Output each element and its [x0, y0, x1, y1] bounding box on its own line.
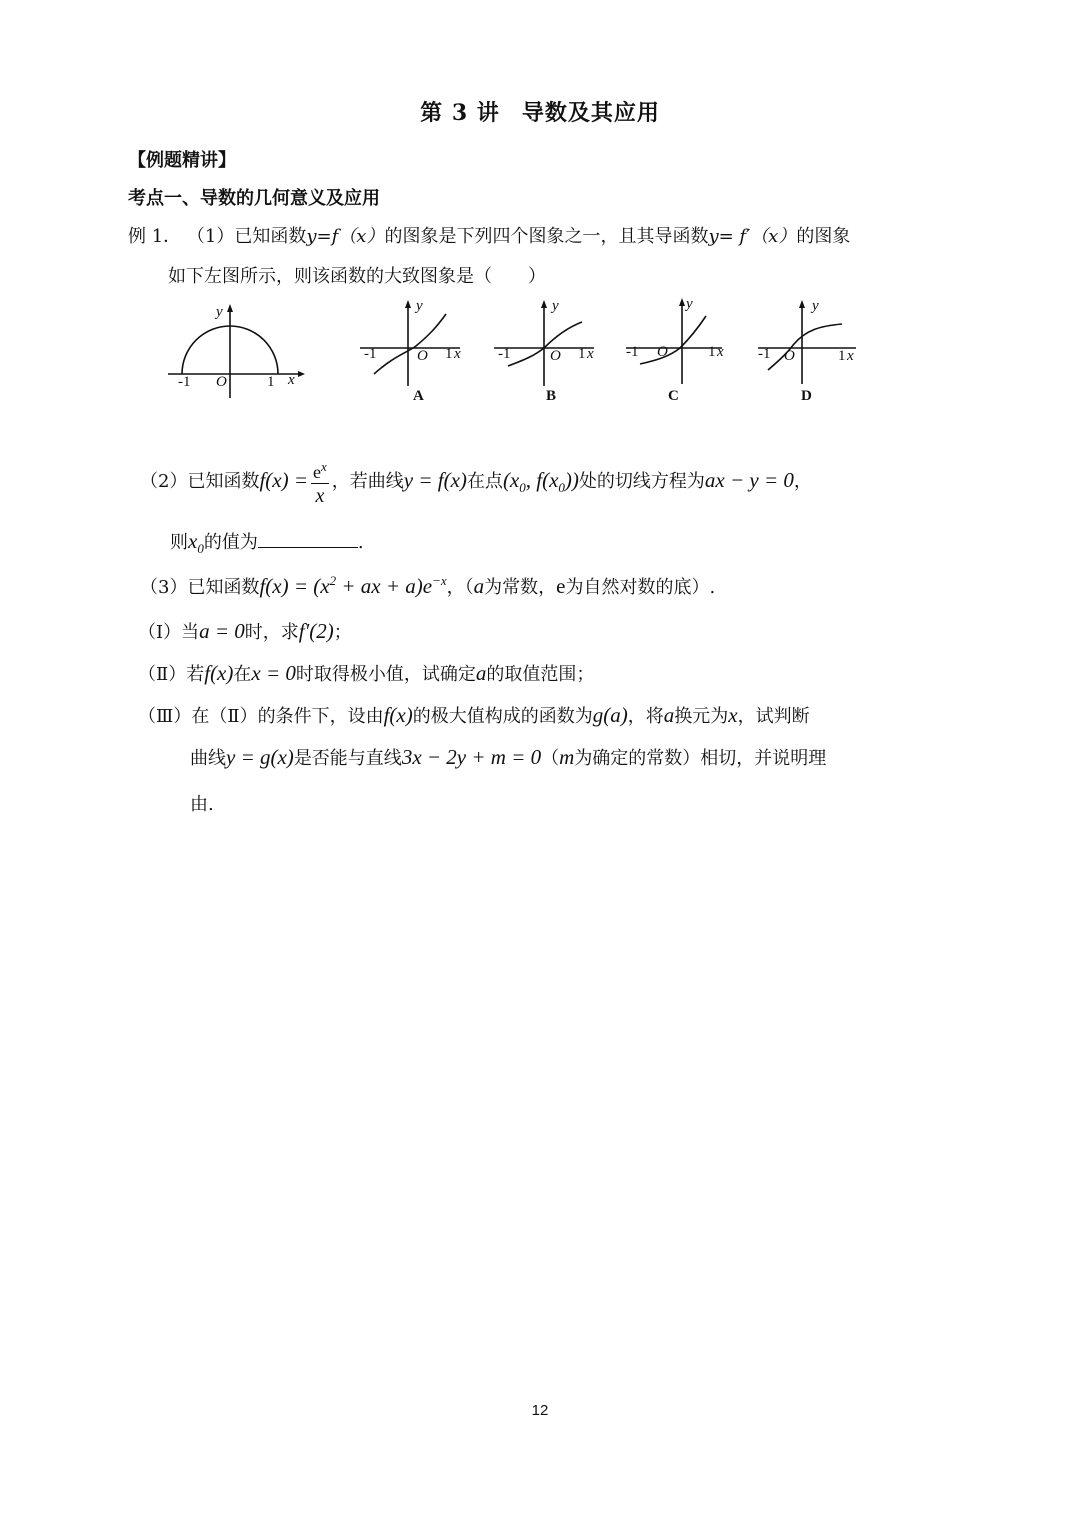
part2-text-a: （Ⅱ）若 — [138, 664, 205, 685]
q3-fx-b: + ax + a)e — [336, 574, 433, 598]
derivative-origin-label: O — [216, 374, 227, 390]
answer-blank — [258, 531, 358, 548]
derivative-x-arrow — [298, 371, 305, 377]
ex1-q1-line1 — [128, 222, 850, 248]
graph-d-origin-label: O — [784, 348, 795, 364]
part3-ga: g(a) — [592, 703, 628, 727]
derivative-neg1-label: -1 — [178, 374, 191, 390]
graph-d-x-label: x — [847, 348, 854, 364]
graph-d-neg1-label: -1 — [758, 346, 771, 362]
q2-x0-base: x — [188, 529, 198, 553]
q2-tangent-equation: ax − y = 0 — [704, 468, 794, 492]
graph-b-neg1-label: -1 — [498, 346, 511, 362]
part3-text-e: ，试判断 — [737, 706, 810, 727]
part1-line — [138, 618, 352, 644]
derivative-y-label: y — [216, 304, 223, 320]
q2-text-b: ，若曲线 — [331, 471, 404, 492]
ex1-q2-line1 — [140, 456, 812, 508]
part3-line2-a: 曲线 — [190, 748, 226, 769]
q2-num-exp: x — [321, 459, 327, 474]
graph-c-x-label: x — [717, 344, 724, 360]
q3-fx-sup2: −x — [432, 573, 447, 588]
q2-point-sub: 0 — [519, 480, 526, 496]
q3-text-b: ，（ — [446, 577, 474, 598]
graph-b-origin-label: O — [550, 348, 561, 364]
q3-e: e — [556, 574, 566, 598]
part3-line2-b: 是否能与直线 — [293, 748, 402, 769]
q1-derivative: y= f′（x） — [708, 226, 797, 247]
q3-text-d: 为自然对数的底）. — [565, 577, 716, 598]
q2-line2-b: 的值为 — [203, 532, 258, 553]
part3-line2-c: （ — [541, 748, 560, 769]
graph-d-y-label: y — [812, 298, 819, 314]
part2-line — [138, 660, 594, 686]
graph-c-label: C — [668, 388, 679, 404]
q2-text-d: 处的切线方程为 — [578, 471, 705, 492]
q2-denominator: x — [315, 485, 325, 507]
graph-b-y-label: y — [552, 298, 559, 314]
graph-b-y-arrow — [541, 300, 547, 308]
graph-a-one-label: 1 — [445, 346, 453, 362]
part3-function: f(x) — [383, 703, 413, 727]
graph-a — [360, 300, 460, 386]
graph-c-curve — [640, 316, 706, 364]
derivative-y-arrow — [227, 304, 233, 312]
graph-b-label: B — [546, 388, 557, 404]
part3-line-equation: 3x − 2y + m = 0 — [401, 745, 542, 769]
q1-text-c: 的图象 — [796, 226, 851, 247]
q3-text-c: 为常数， — [484, 577, 557, 598]
part3-text-c: ，将 — [627, 706, 664, 727]
graph-a-curve — [374, 314, 446, 374]
ex1-label: 例 1． — [128, 226, 182, 247]
q2-x0 — [188, 529, 204, 557]
part2-function: f(x) — [204, 661, 234, 685]
page-number: 12 — [531, 1402, 549, 1419]
q2-line2-c: . — [357, 532, 364, 553]
graph-c-y-arrow — [679, 298, 685, 306]
part3-a-var: a — [663, 703, 675, 727]
q3-text-a: （3）已知函数 — [140, 577, 260, 598]
graph-c — [626, 298, 722, 384]
part2-text-d: 的取值范围； — [486, 664, 595, 685]
part3-line2 — [190, 744, 826, 770]
graph-a-label: A — [413, 388, 424, 404]
part3-text-d: 换元为 — [674, 706, 729, 727]
q2-text-c: 在点 — [466, 471, 503, 492]
q2-text-e: ， — [793, 471, 812, 492]
graph-d — [758, 300, 856, 384]
ex1-q2-line2 — [170, 528, 364, 557]
graph-d-y-arrow — [799, 300, 805, 308]
q2-text-a: （2）已知函数 — [140, 471, 260, 492]
part3-x-var: x — [728, 703, 738, 727]
graph-d-curve — [768, 324, 842, 370]
derivative-one-label: 1 — [267, 374, 275, 390]
graph-b-curve — [508, 322, 582, 366]
q3-function — [259, 574, 446, 598]
ex1-q1-line2: 如下左图所示，则该函数的大致图象是（ ） — [168, 266, 546, 287]
graph-d-label: D — [801, 388, 812, 404]
part3-line2-d: 为确定的常数）相切，并说明理 — [574, 748, 827, 769]
q1-text-a: （1）已知函数 — [186, 226, 307, 247]
topic-heading: 考点一、导数的几何意义及应用 — [128, 188, 380, 209]
q2-point-sub2: 0 — [558, 480, 565, 496]
graph-a-x-label: x — [454, 346, 461, 362]
part1-expression: f′(2) — [298, 619, 334, 643]
q2-point — [502, 468, 579, 496]
part3-text-b: 的极大值构成的函数为 — [412, 706, 593, 727]
q2-function: f(x) = — [259, 468, 309, 492]
q1-function: y=f（x） — [306, 226, 385, 247]
q1-text-b: 的图象是下列四个图象之一，且其导函数 — [384, 226, 709, 247]
graph-b-one-label: 1 — [578, 346, 586, 362]
graph-d-one-label: 1 — [838, 348, 846, 364]
q2-point-b: , f(x — [525, 468, 559, 492]
q3-a-var: a — [473, 574, 485, 598]
q2-num-e: e — [313, 462, 322, 482]
q2-fraction — [311, 456, 329, 508]
part1-text-c: ； — [333, 622, 352, 643]
q3-fx-a: f(x) = (x — [259, 574, 330, 598]
graph-c-origin-label: O — [657, 344, 668, 360]
graphs-figure — [160, 298, 880, 410]
q2-point-c: )) — [564, 468, 579, 492]
derivative-x-label: x — [288, 372, 295, 388]
part3-curve: y = g(x) — [226, 745, 294, 769]
graph-a-neg1-label: -1 — [364, 346, 377, 362]
section-heading: 【例题精讲】 — [128, 150, 236, 171]
graph-c-neg1-label: -1 — [626, 344, 639, 360]
q2-point-a: (x — [502, 468, 520, 492]
part3-line1 — [138, 702, 810, 728]
graph-c-one-label: 1 — [708, 344, 716, 360]
part1-text-b: 时，求 — [244, 622, 299, 643]
graph-a-y-label: y — [416, 298, 423, 314]
page-title — [0, 96, 1080, 127]
graph-c-y-label: y — [686, 298, 693, 312]
q2-curve: y = f(x) — [403, 468, 467, 492]
part2-a-var: a — [475, 661, 487, 685]
graph-b — [494, 300, 594, 386]
part1-text-a: （Ⅰ）当 — [138, 622, 200, 643]
ex1-q3-line — [140, 573, 715, 599]
part3-text-a: （Ⅲ）在（Ⅱ）的条件下，设由 — [138, 706, 384, 727]
part1-condition: a = 0 — [199, 619, 245, 643]
lecture-number: 第 3 讲 — [420, 100, 500, 126]
part2-x0: x = 0 — [251, 661, 296, 685]
graph-a-origin-label: O — [417, 348, 428, 364]
q2-numerator — [311, 456, 329, 484]
q3-fx-sup: 2 — [329, 573, 337, 588]
graph-a-y-arrow — [405, 300, 411, 308]
part3-line3: 由. — [190, 794, 214, 815]
part3-m-var: m — [559, 745, 575, 769]
part2-text-c: 时取得极小值，试确定 — [295, 664, 476, 685]
part2-text-b: 在 — [233, 664, 252, 685]
lecture-title: 导数及其应用 — [521, 100, 660, 126]
q2-line2-a: 则 — [170, 532, 188, 553]
graph-b-x-label: x — [587, 346, 594, 362]
q2-x0-sub: 0 — [197, 541, 204, 557]
